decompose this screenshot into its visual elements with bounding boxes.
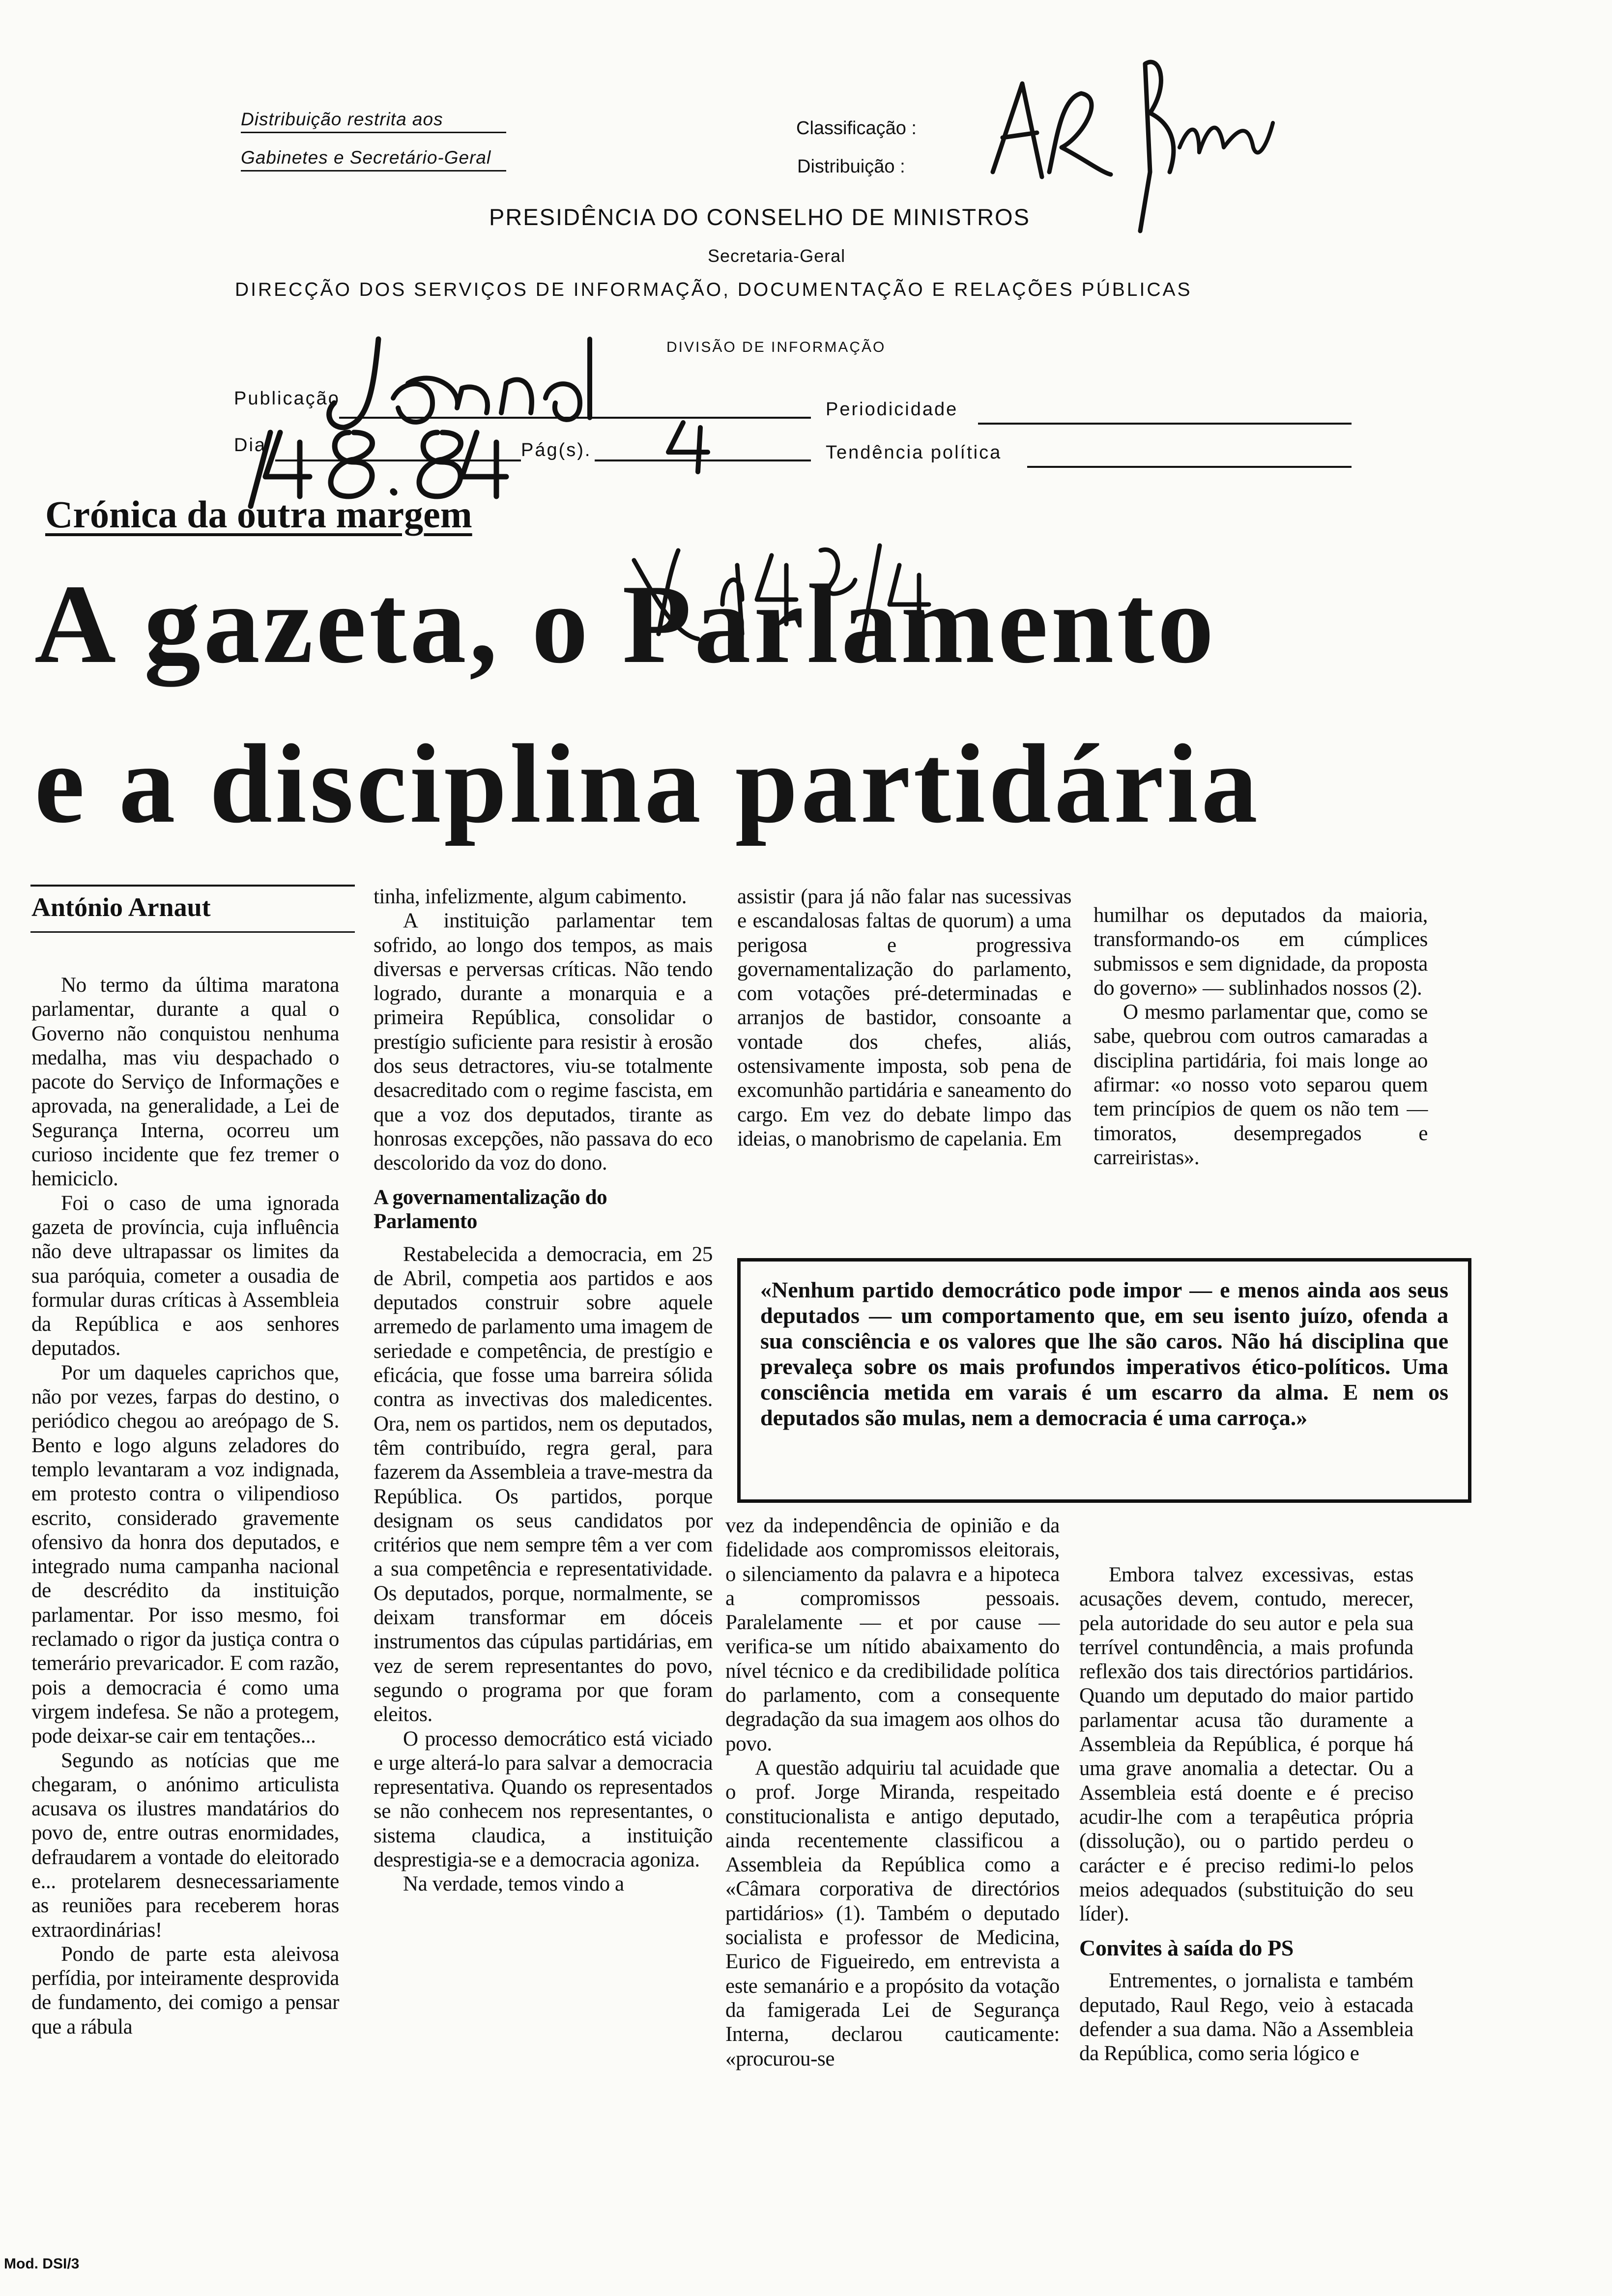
pull-quote-text: «Nenhum partido democrático pode impor — e menos ainda aos seus deputados — um comportamento que, em seu isento juízo, ofenda a sua consciência e os valores que lhe são caros. Não há disciplina que prevaleça sobre os mais profundos imperativos ético-políticos. Uma consciência metida em varais é um escarro da alma. E nem os deputados são mulas, nem a democracia é uma carroça.» xyxy=(760,1277,1448,1430)
restricted-underline-1 xyxy=(241,132,506,133)
article-kicker-text: Crónica da outra margem xyxy=(45,493,472,536)
subhead-governamentalizacao: A governamentalização do Parlamento xyxy=(374,1185,607,1233)
col1-paragraph-3: Por um daqueles caprichos que, não por vezes, farpas do destino, o periódico chegou ao areópago de S. Bento e logo alguns zeladores do templo levantaram a voz indignada, em protesto contra o vilipendioso escrito, considerado gravemente ofensivo da honra dos deputados, e integrado numa campanha nacional de descrédito da instituição parlamentar. Por isso mesmo, foi reclamado o rigor da justiça contra o temerário prevaricador. E com razão, pois a democracia é como uma virgem indefesa. Se não a protegem, pode deixar-se cair em tentações... xyxy=(31,1361,339,1748)
col4-paragraph-1: humilhar os deputados da maioria, transformando-os em cúmplices submissos e sem dignidade, da proposta do governo» — sublinhados nossos (2). xyxy=(1094,904,1428,1000)
col1-paragraph-2: Foi o caso de uma ignorada gazeta de província, cuja influência não deve ultrapassar os limites da sua paróquia, cometer a ousadia de formular duras críticas à Assembleia da República e aos senhores deputados. xyxy=(31,1191,339,1360)
pages-label: Pág(s). xyxy=(521,440,592,460)
restricted-distribution-text-1: Distribuição restrita aos xyxy=(241,109,443,129)
office-title: PRESIDÊNCIA DO CONSELHO DE MINISTROS xyxy=(489,204,1030,230)
restricted-underline-2 xyxy=(241,170,506,172)
col2-paragraph-2: A instituição parlamentar tem sofrido, ao longo dos tempos, as mais diversas e perversas críticas. Não tendo logrado, durante a monarquia e a primeira República, consolidar o prestígio suficiente para resistir à erosão dos seus detractores, viu-se totalmente desacreditado com o regime fascista, em que a voz dos deputados, tirante as honrosas excepções, não passava do eco descolorido da voz do dono. xyxy=(374,909,713,1175)
col2-paragraph-4: O processo democrático está viciado e urge alterá-lo para salvar a democracia representativa. Quando os representados se não conhecem nos representantes, o sistema claudica, a instituição desprestigia-se e a democracia agoniza. xyxy=(374,1727,713,1871)
secretariat-title: Secretaria-Geral xyxy=(708,246,846,266)
col3-paragraph-3: A questão adquiriu tal acuidade que o prof. Jorge Miranda, respeitado constitucionalista e antigo deputado, ainda recentemente classificou a Assembleia da República como a «Câmara corporativa de directórios partidários» (1). Também o deputado socialista e professor de Medicina, Eurico de Figueiredo, em entrevista a este semanário e a propósito da votação da famigerada Lei de Segurança Interna, declarou cauticamente: «procurou-se xyxy=(725,1756,1060,2070)
subhead-convites: Convites à saída do PS xyxy=(1079,1935,1294,1961)
author-rule-top xyxy=(30,885,355,887)
col1-paragraph-5: Pondo de parte esta aleivosa perfídia, por inteiramente desprovida de fundamento, dei comigo a pensar que a rábula xyxy=(31,1942,339,2038)
distribution-label: Distribuição : xyxy=(797,156,905,177)
col4-paragraph-4: Entrementes, o jornalista e também deputado, Raul Rego, veio à estacada defender a sua dama. Não a Assembleia da República, como seria lógico e xyxy=(1079,1969,1413,2066)
classification-label: Classificação : xyxy=(796,118,917,139)
col3-paragraph-2: vez da independência de opinião e da fidelidade aos compromissos eleitorais, o silenciamento da palavra e a hipoteca a compromissos pessoais. Paralelamente — et por cause — verifica-se um nítido abaixamento do nível técnico e da credibilidade política do parlamento, com a consequente degradação da sua imagem aos olhos do povo. xyxy=(725,1514,1060,1755)
publication-label: Publicação xyxy=(234,388,340,409)
col4-paragraph-3: Embora talvez excessivas, estas acusações devem, contudo, merecer, pela autoridade do seu autor e pela sua terrível contundência, a mais profunda reflexão dos tais directórios partidários. Quando um deputado do maior partido parlamentar acusa tão duramente a Assembleia da República, é porque há uma grave anomalia a detectar. Ou a Assembleia está doente e é preciso acudir-lhe com a terapêutica própria (dissolução), ou o partido perdeu o carácter e é preciso redimi-lo pelos meios adequados (substituição do seu líder). xyxy=(1079,1563,1413,1926)
article-kicker xyxy=(45,492,472,537)
column-3-top xyxy=(737,885,1071,1151)
restricted-distribution-line-2 xyxy=(241,147,491,168)
col1-paragraph-1: No termo da última maratona parlamentar, durante a qual o Governo não conquistou nenhuma medalha, mas viu despachado o pacote do Serviço de Informações e aprovada, na generalidade, a Lei de Segurança Interna, ocorreu um curioso incidente que fez tremer o hemiciclo. xyxy=(31,974,339,1191)
restricted-distribution-line-1 xyxy=(241,109,443,130)
political-tendency-label: Tendência política xyxy=(826,442,1002,463)
political-tendency-field-line xyxy=(1027,466,1352,468)
col2-paragraph-3: Restabelecida a democracia, em 25 de Abril, competia aos partidos e aos deputados construir sobre aquele arremedo de parlamento uma imagem de seriedade e competência, de prestígio e eficácia, que fosse uma barreira sólida contra as invectivas dos maledicentes. Ora, nem os partidos, nem os deputados, têm contribuído, regra geral, para fazerem da Assembleia a trave-mestra da República. Os partidos, porque designam os seus candidatos por critérios que nem sempre têm a ver com a sua competência e representatividade. Os deputados, porque, normalmente, se deixam transformar em dóceis instrumentos das cúpulas partidárias, em vez de serem representantes do povo, segundo o programa por que foram eleitos. xyxy=(374,1242,713,1726)
directorate-title: DIRECÇÃO DOS SERVIÇOS DE INFORMAÇÃO, DOCUMENTAÇÃO E RELAÇÕES PÚBLICAS xyxy=(235,279,1192,300)
pull-quote-box xyxy=(737,1258,1471,1503)
restricted-distribution-text-2: Gabinetes e Secretário-Geral xyxy=(241,147,491,168)
col4-paragraph-2: O mesmo parlamentar que, como se sabe, quebrou com outros camaradas a disciplina partidária, foi mais longe ao afirmar: «o nosso voto separou quem tem princípios de quem os não tem — timoratos, desempregados e carreiristas». xyxy=(1094,1001,1428,1169)
column-2 xyxy=(374,885,713,1896)
column-1 xyxy=(31,973,339,2039)
col2-paragraph-1: tinha, infelizmente, algum cabimento. xyxy=(374,885,687,908)
periodicity-label: Periodicidade xyxy=(826,399,958,420)
date-label: Dia xyxy=(234,435,267,456)
column-4-bottom xyxy=(1079,1563,1413,2066)
column-4-top xyxy=(1094,903,1428,1170)
column-3-bottom xyxy=(725,1514,1060,2071)
periodicity-field-line xyxy=(978,423,1352,425)
author-rule-bottom xyxy=(30,931,355,933)
col1-paragraph-4: Segundo as notícias que me chegaram, o anónimo articulista acusava os ilustres mandatários do povo de, entre outras enormidades, defraudarem a vontade do eleitorado e... protelarem desnecessariamente as reuniões para receberem horas extraordinárias! xyxy=(31,1749,339,1942)
author-byline: António Arnaut xyxy=(31,892,211,922)
col3-paragraph-1: assistir (para já não falar nas sucessivas e escandalosas faltas de quorum) a uma perigosa e progressiva governamentalização do parlamento, com votações pré-determinadas e arranjos de bastidor, consoante a vontade dos chefes, aliás, ostensivamente imposta, sob pena de excomunhão partidária e saneamento do cargo. Em vez do debate limpo das ideias, o manobrismo de capelania. Em xyxy=(737,885,1071,1150)
headline-line-2: e a disciplina partidária xyxy=(34,721,1261,846)
division-title: DIVISÃO DE INFORMAÇÃO xyxy=(666,339,886,355)
form-reference: Mod. DSI/3 xyxy=(4,2256,80,2272)
headline-line-1: A gazeta, o Parlamento xyxy=(34,561,1217,687)
handwritten-page-entry xyxy=(654,418,732,477)
col2-paragraph-5: Na verdade, temos vindo a xyxy=(403,1872,624,1896)
